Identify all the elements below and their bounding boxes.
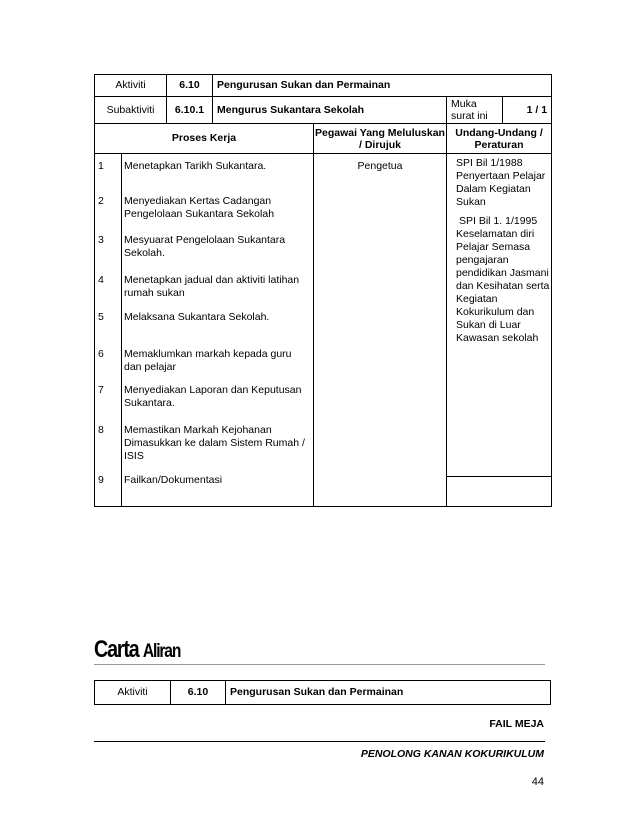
- carta-aliran-heading: Carta Aliran: [94, 636, 181, 663]
- fail-meja: FAIL MEJA: [489, 718, 544, 730]
- aktiviti-code: 6.10: [167, 75, 213, 97]
- pegawai-value: Pengetua: [314, 154, 447, 507]
- lower-aktiviti-label: Aktiviti: [95, 681, 171, 705]
- undang-cell: [447, 154, 552, 507]
- undang-text-1: SPI Bil 1/1988 Penyertaan Pelajar Dalam Kegiatan Sukan: [456, 157, 546, 208]
- lower-aktiviti-title: Pengurusan Sukan dan Permainan: [226, 681, 551, 705]
- footer-rule: [94, 741, 545, 742]
- undang-divider: [447, 476, 551, 477]
- procedure-table: [94, 74, 552, 507]
- subaktiviti-code: 6.10.1: [167, 97, 213, 124]
- page-number: 44: [531, 776, 544, 788]
- aktiviti-title: Pengurusan Sukan dan Permainan: [213, 75, 552, 97]
- aktiviti-label: Aktiviti: [95, 75, 167, 97]
- col-undang: Undang-Undang / Peraturan: [447, 124, 552, 154]
- col-proses-kerja: Proses Kerja: [95, 124, 314, 154]
- heading-rule: [94, 664, 545, 665]
- lower-aktiviti-code: 6.10: [171, 681, 226, 705]
- subaktiviti-label: Subaktiviti: [95, 97, 167, 124]
- number-divider: [121, 154, 122, 506]
- col-pegawai: Pegawai Yang Meluluskan / Dirujuk: [314, 124, 447, 154]
- subaktiviti-title: Mengurus Sukantara Sekolah: [213, 97, 447, 124]
- muka-surat-value: 1 / 1: [503, 97, 552, 124]
- process-cell: 1 Menetapkan Tarikh Sukantara. 2 Menyediakan Kertas Cadangan Pengelolaan Sukantara Sekolah 3 Mesyuarat Pengelolaan Sukantara Sekolah. 4 Menetapkan jadual dan aktiviti latihan rumah sukan 5 Melaksana Sukantara Sekolah. 6 Memaklumkan markah kepada guru dan pelajar 7 Menyediakan Laporan dan Keputusan Sukantara. 8 Memastikan Markah Kejohanan Dimasukkan ke dalam Sistem Rumah / ISIS 9 Failkan/Dokumentasi: [95, 154, 314, 507]
- muka-surat-label: Muka surat ini: [447, 97, 503, 124]
- penolong-kanan: PENOLONG KANAN KOKURIKULUM: [360, 748, 544, 760]
- activity-table: [94, 680, 551, 705]
- undang-text-2: SPI Bil 1. 1/1995 Keselamatan diri Pelajar Semasa pengajaran pendidikan Jasmani dan Kesihatan serta Kegiatan Kokurikulum dan Sukan di Luar Kawasan sekolah: [456, 215, 550, 344]
